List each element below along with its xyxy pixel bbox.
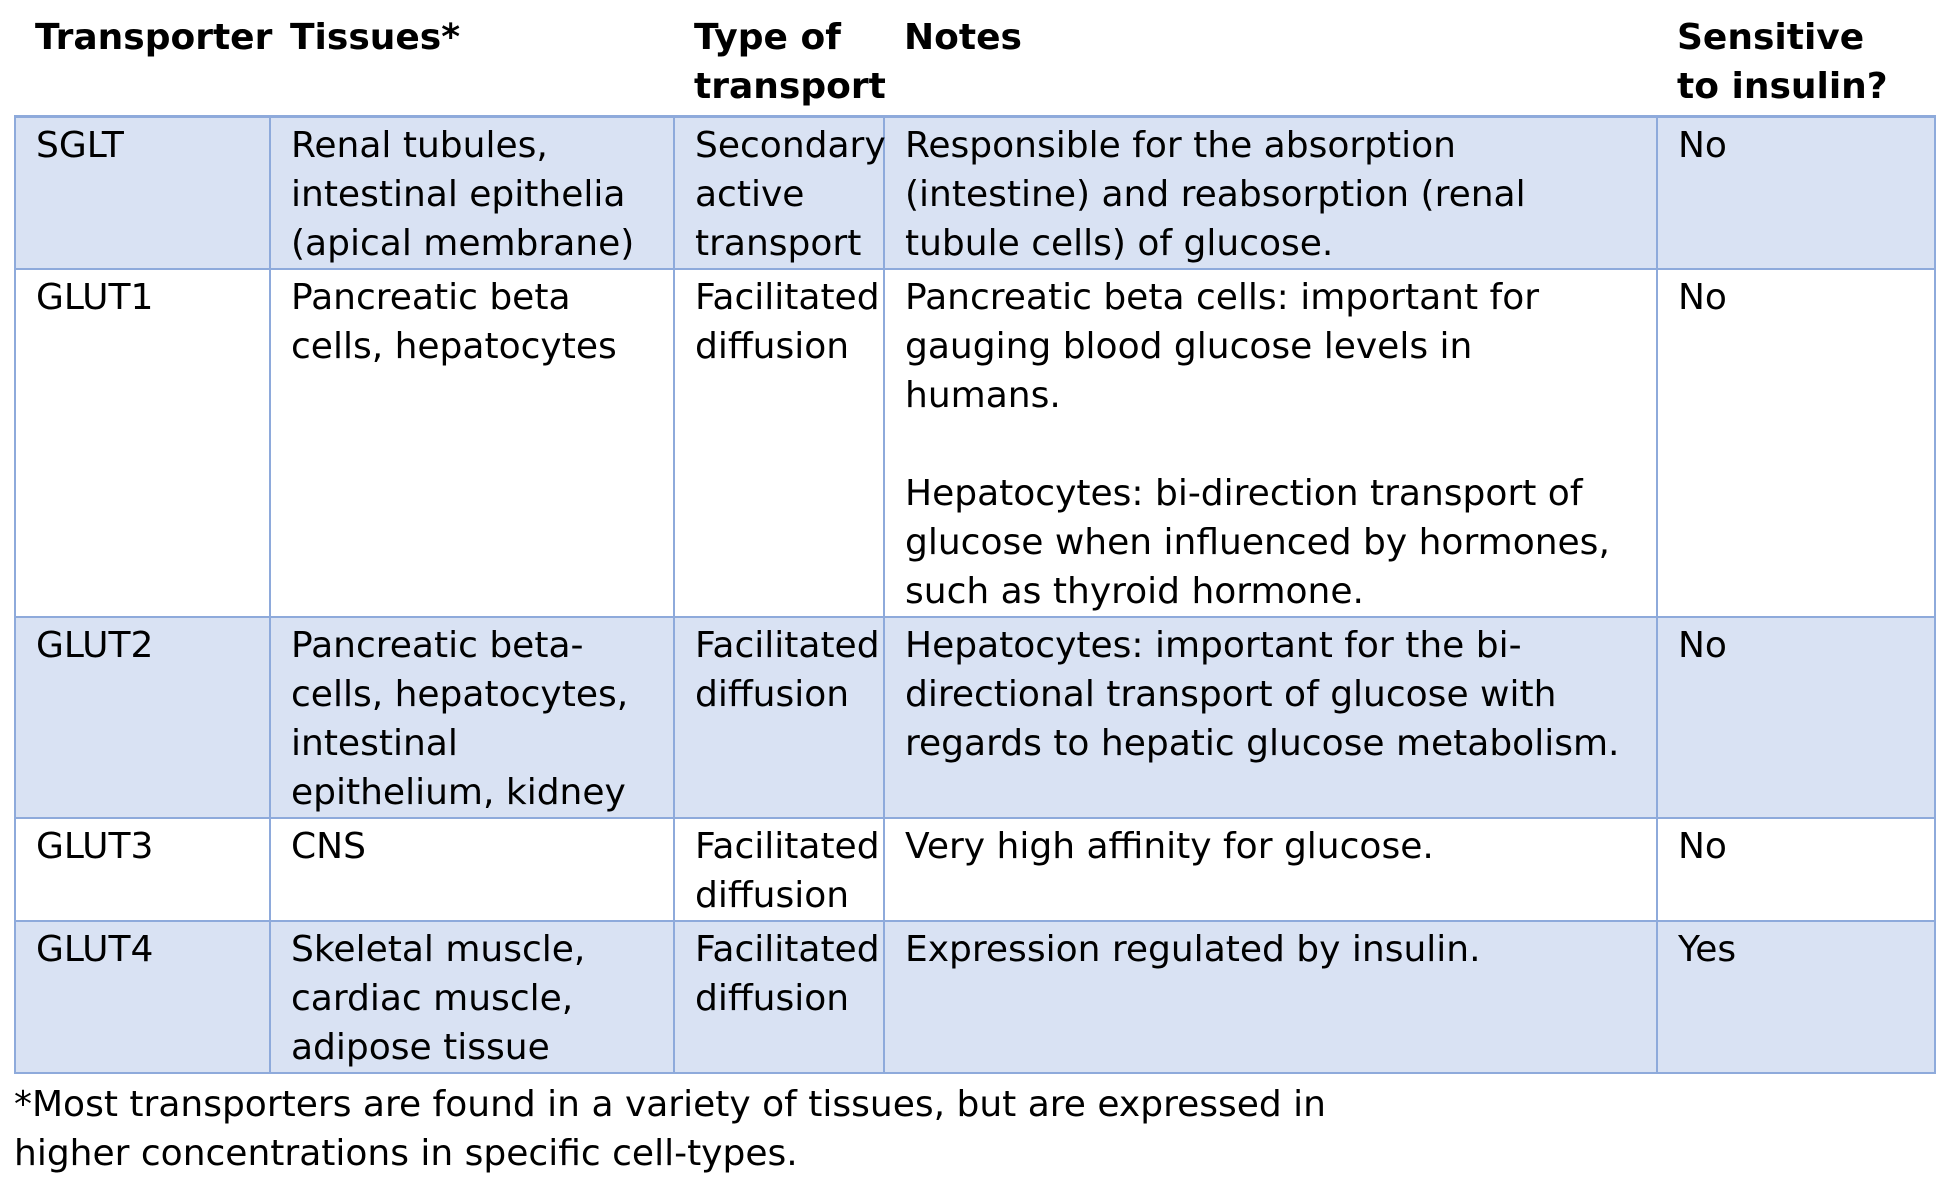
cell-type: Facilitated diffusion [674,818,884,921]
note-paragraph: Very high affinity for glucose. [905,826,1434,867]
cell-tissues: Skeletal muscle, cardiac muscle, adipose tissue [270,921,674,1073]
cell-tissues: Pancreatic beta cells, hepatocytes [270,269,674,617]
note-paragraph: Hepatocytes: important for the bi-directional transport of glucose with regards to hepatic glucose metabolism. [905,625,1620,764]
header-notes: Notes [884,8,1657,117]
cell-type: Facilitated diffusion [674,269,884,617]
table-row [15,269,1935,617]
glucose-transporter-table [14,8,1936,1074]
cell-transporter: GLUT3 [15,818,270,921]
note-paragraph: Hepatocytes: bi-direction transport of glucose when influenced by hormones, such as thyroid hormone. [905,473,1610,612]
cell-notes [884,921,1657,1073]
cell-notes [884,818,1657,921]
note-paragraph: Pancreatic beta cells: important for gauging blood glucose levels in humans. [905,277,1540,416]
cell-type: Secondary active transport [674,117,884,270]
table-body [15,117,1935,1074]
table-row [15,818,1935,921]
cell-type: Facilitated diffusion [674,921,884,1073]
note-paragraph: Expression regulated by insulin. [905,929,1481,970]
cell-insulin: Yes [1657,921,1935,1073]
header-tissues: Tissues* [270,8,674,117]
header-row [15,8,1935,117]
table-footnote: *Most transporters are found in a variety of tissues, but are expressed in higher concentrations in specific cell-types. [14,1084,1326,1174]
header-sensitive-to-insulin: Sensitive to insulin? [1657,8,1935,117]
cell-transporter: GLUT4 [15,921,270,1073]
cell-transporter: GLUT1 [15,269,270,617]
cell-tissues: Renal tubules, intestinal epithelia (apical membrane) [270,117,674,270]
cell-transporter: GLUT2 [15,617,270,818]
table-header [15,8,1935,117]
cell-type: Facilitated diffusion [674,617,884,818]
cell-notes [884,269,1657,617]
table-row [15,117,1935,270]
table-row [15,921,1935,1073]
cell-notes [884,617,1657,818]
cell-tissues: Pancreatic beta-cells, hepatocytes, intestinal epithelium, kidney [270,617,674,818]
table-row [15,617,1935,818]
cell-insulin: No [1657,269,1935,617]
document-page [14,8,1934,1178]
cell-tissues: CNS [270,818,674,921]
cell-insulin: No [1657,818,1935,921]
cell-notes [884,117,1657,270]
paragraph-gap [905,420,1638,469]
header-type-of-transport: Type of transport [674,8,884,117]
cell-transporter: SGLT [15,117,270,270]
note-paragraph: Responsible for the absorption (intestine) and reabsorption (renal tubule cells) of glucose. [905,125,1526,264]
cell-insulin: No [1657,117,1935,270]
header-transporter: Transporter [15,8,270,117]
cell-insulin: No [1657,617,1935,818]
